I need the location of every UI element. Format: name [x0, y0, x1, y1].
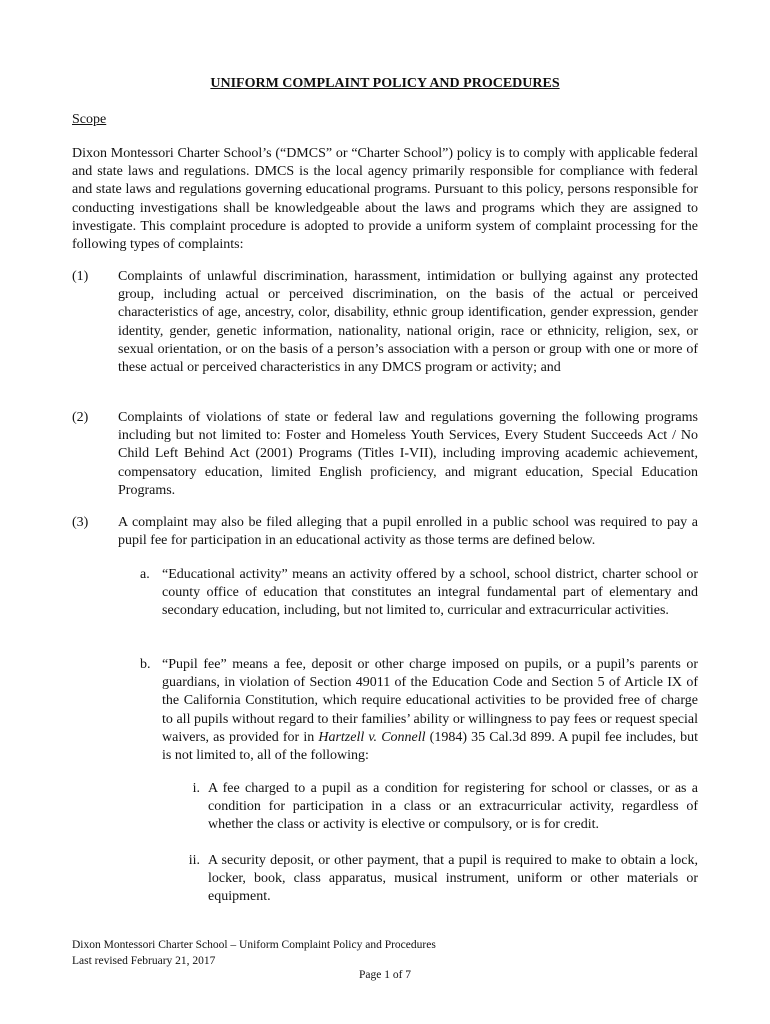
item-1-label: (1): [72, 269, 89, 284]
case-citation: Hartzell v. Connell: [318, 729, 426, 745]
scope-heading: Scope: [72, 112, 107, 127]
sub-item-b-text: [162, 656, 698, 765]
roman-item-i-text: A fee charged to a pupil as a condition for registering for school or classes, or as a condition for participation in a class or an extracurricular activity, regardless of whether the class or activity is elective or compulsory, or is for credit.: [208, 781, 698, 833]
sub-item-b-text-before: “Pupil fee” means a fee, deposit or other charge imposed on pupils, or a pupil’s parents or guardians, in violation of Section 49011 of the Education Code and Section 5 of Article IX of the California Constitution, which require educational activities to be provided free of charge to all pupils without regard to their families’ ability or willingness to pay fees or request special waivers, as provided for in: [162, 657, 698, 745]
footer-school-line: Dixon Montessori Charter School – Uniform Complaint Policy and Procedures: [72, 939, 436, 951]
item-2-text: Complaints of violations of state or federal law and regulations governing the following programs including but not limited to: Foster and Homeless Youth Services, Every Student Succeeds Act / No Child Left Behind Act (2001) Programs (Titles I-VII), including improving academic achievement, compensatory education, limited English proficiency, and migrant education, Special Education Programs.: [118, 410, 698, 498]
intro-paragraph: Dixon Montessori Charter School’s (“DMCS” or “Charter School”) policy is to comply with applicable federal and state laws and regulations. DMCS is the local agency primarily responsible for compliance with federal and state laws and regulations governing educational programs. Pursuant to this policy, persons responsible for conducting investigations shall be knowledgeable about the laws and programs which they are assigned to investigate. This complaint procedure is adopted to provide a uniform system of complaint processing for the following types of complaints:: [72, 146, 698, 253]
roman-item-ii-text: A security deposit, or other payment, that a pupil is required to make to obtain a lock, locker, book, class apparatus, musical instrument, uniform or other materials or equipment.: [208, 853, 698, 905]
item-2-label: (2): [72, 410, 89, 425]
roman-item-ii-label: ii.: [188, 853, 200, 868]
sub-item-a-label: a.: [140, 567, 150, 582]
item-3-text: A complaint may also be filed alleging that a pupil enrolled in a public school was required to pay a pupil fee for participation in an educational activity as those terms are defined below.: [118, 515, 698, 549]
roman-item-i-label: i.: [192, 781, 200, 796]
sub-item-b-text-after: (1984) 35 Cal.3d 899. A pupil fee includes, but is not limited to, all of the following:: [162, 729, 698, 764]
item-3-label: (3): [72, 515, 89, 530]
sub-item-b-label: b.: [140, 657, 151, 672]
page-footer: [72, 938, 436, 969]
document-title: UNIFORM COMPLAINT POLICY AND PROCEDURES: [210, 76, 560, 91]
footer-revision-date: Last revised February 21, 2017: [72, 954, 216, 967]
item-1-text: Complaints of unlawful discrimination, harassment, intimidation or bullying against any protected group, including actual or perceived discrimination, on the basis of the actual or perceived characteristics of age, ancestry, color, disability, ethnic group identification, gender expression, gender identity, gender, genetic information, nationality, national origin, race or ethnicity, religion, sex, or sexual orientation, or on the basis of a person’s association with a person or group with one or more of these actual or perceived characteristics in any DMCS program or activity; and: [118, 269, 698, 376]
sub-item-a-text: “Educational activity” means an activity offered by a school, school district, charter school or county office of education that constitutes an integral fundamental part of elementary and secondary education, including, but not limited to, curricular and extracurricular activities.: [162, 567, 698, 619]
page-number: Page 1 of 7: [358, 969, 412, 981]
